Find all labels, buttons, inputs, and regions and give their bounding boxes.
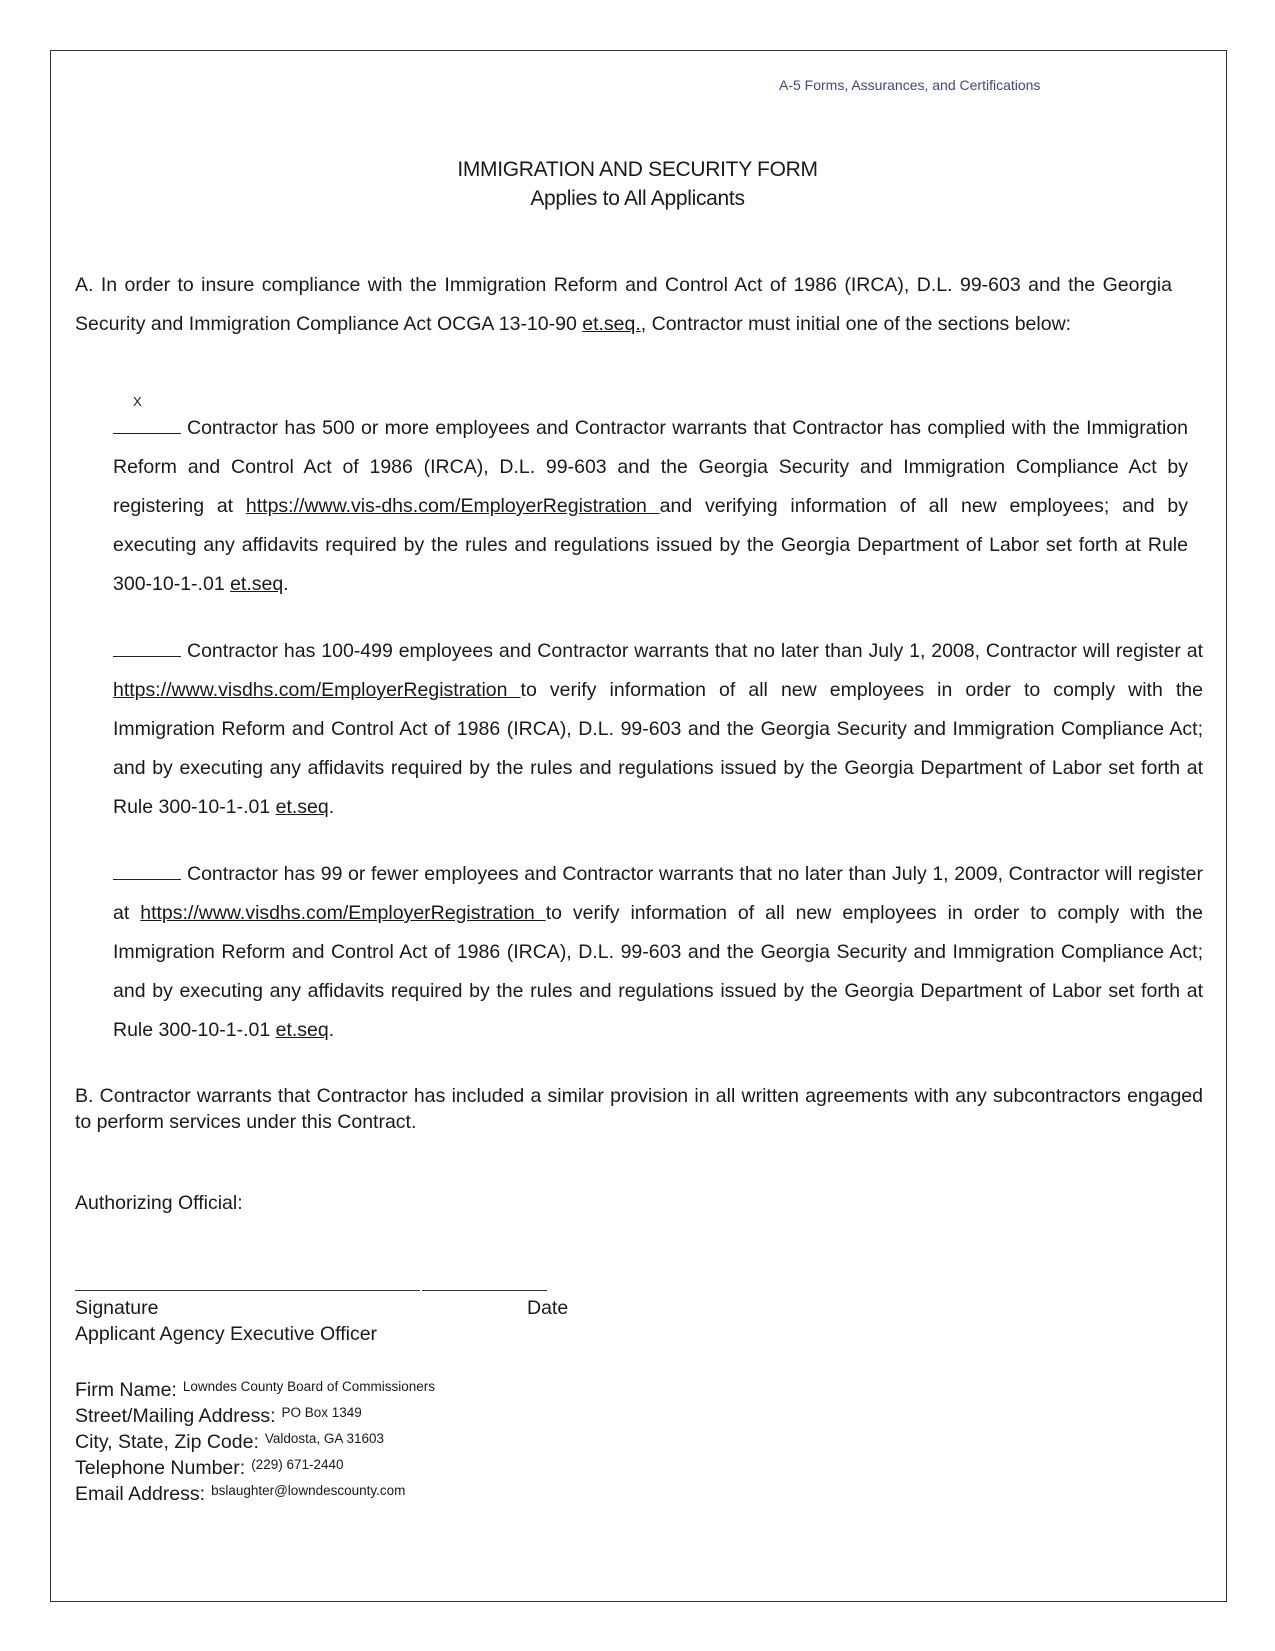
initial-field[interactable] (113, 859, 181, 880)
etseq-ref: et.seq (230, 573, 284, 595)
initial-field[interactable] (113, 636, 181, 657)
section-a-intro: A. In order to insure compliance with the Immigration Reform and Control Act of 1986 (IRCA), D.L. 99-603 and the Georgia Security and Immigration Compliance Act OCGA 13-10-90 et.seq., Contractor must initial one of the sections below: (75, 274, 1172, 335)
firm-name-field: Firm Name: $^{Lowndes County Board of Commissioners}$ (75, 1379, 435, 1401)
option-100-499: Contractor has 100-499 employees and Contractor warrants that no later than July 1, 2008, Contractor will register at https://www.visdhs.com/EmployerRegistration to verify information of all new employees in order to comply with the Immigration Reform and Control Act of 1986 (IRCA), D.L. 99-603 and the Georgia Security and Immigration Compliance Act; and by executing any affidavits required by the rules and regulations issued by the Georgia Department of Labor set forth at Rule 300-10-1-.01 et.seq. (113, 632, 1203, 827)
date-line[interactable] (422, 1290, 547, 1291)
address-value: PO Box 1349 (281, 1405, 362, 1420)
etseq-ref: et.seq (275, 796, 329, 818)
email-field: Email Address: $^{bslaughter@lowndescounty.com}$ (75, 1483, 406, 1505)
firm-name-value: Lowndes County Board of Commissioners (182, 1379, 435, 1394)
etseq-ref: et.seq (275, 1019, 329, 1041)
employer-registration-link[interactable]: https://www.vis-dhs.com/EmployerRegistration (245, 495, 660, 517)
telephone-field: Telephone Number: $^{(229) 671-2440}$ (75, 1457, 344, 1479)
city-state-zip-field: City, State, Zip Code: $^{Valdosta, GA 31603}$ (75, 1431, 384, 1453)
section-note: A-5 Forms, Assurances, and Certifications (779, 77, 1041, 93)
signature-line[interactable] (75, 1290, 420, 1291)
option-500-plus: X Contractor has 500 or more employees and Contractor warrants that Contractor has complied with the Immigration Reform and Control Act of 1986 (IRCA), D.L. 99-603 and the Georgia Security and Immigration Compliance Act by registering at https://www.vis-dhs.com/EmployerRegistration and verifying information of all new employees; and by executing any affidavits required by the rules and regulations issued by the Georgia Department of Labor set forth at Rule 300-10-1-.01 et.seq. (113, 394, 1188, 595)
employer-registration-link[interactable]: https://www.visdhs.com/EmployerRegistration (140, 902, 546, 924)
officer-label: Applicant Agency Executive Officer (75, 1323, 378, 1345)
authorizing-official-label: Authorizing Official: (75, 1192, 243, 1214)
employer-registration-link[interactable]: https://www.visdhs.com/EmployerRegistration (113, 679, 521, 701)
form-subtitle: Applies to All Applicants (530, 187, 745, 210)
email-value: bslaughter@lowndescounty.com (211, 1483, 406, 1498)
signature-label: Signature (75, 1297, 159, 1319)
section-b: B. Contractor warrants that Contractor has included a similar provision in all written agreements with any subcontractors engaged to perform services under this Contract. (75, 1085, 1203, 1133)
form-title: IMMIGRATION AND SECURITY FORM (457, 158, 818, 181)
etseq-ref: et.seq. (582, 313, 641, 335)
telephone-value: (229) 671-2440 (251, 1457, 344, 1472)
initial-field[interactable] (113, 394, 181, 434)
initial-mark: X (133, 394, 142, 409)
address-field: Street/Mailing Address: $^{PO Box 1349}$ (75, 1405, 362, 1427)
city-state-zip-value: Valdosta, GA 31603 (264, 1431, 384, 1446)
date-label: Date (527, 1297, 569, 1319)
option-99-or-fewer: Contractor has 99 or fewer employees and Contractor warrants that no later than July 1, 2009, Contractor will register at https://www.visdhs.com/EmployerRegistration to verify information of all new employees in order to comply with the Immigration Reform and Control Act of 1986 (IRCA), D.L. 99-603 and the Georgia Security and Immigration Compliance Act; and by executing any affidavits required by the rules and regulations issued by the Georgia Department of Labor set forth at Rule 300-10-1-.01 et.seq. (113, 855, 1203, 1050)
